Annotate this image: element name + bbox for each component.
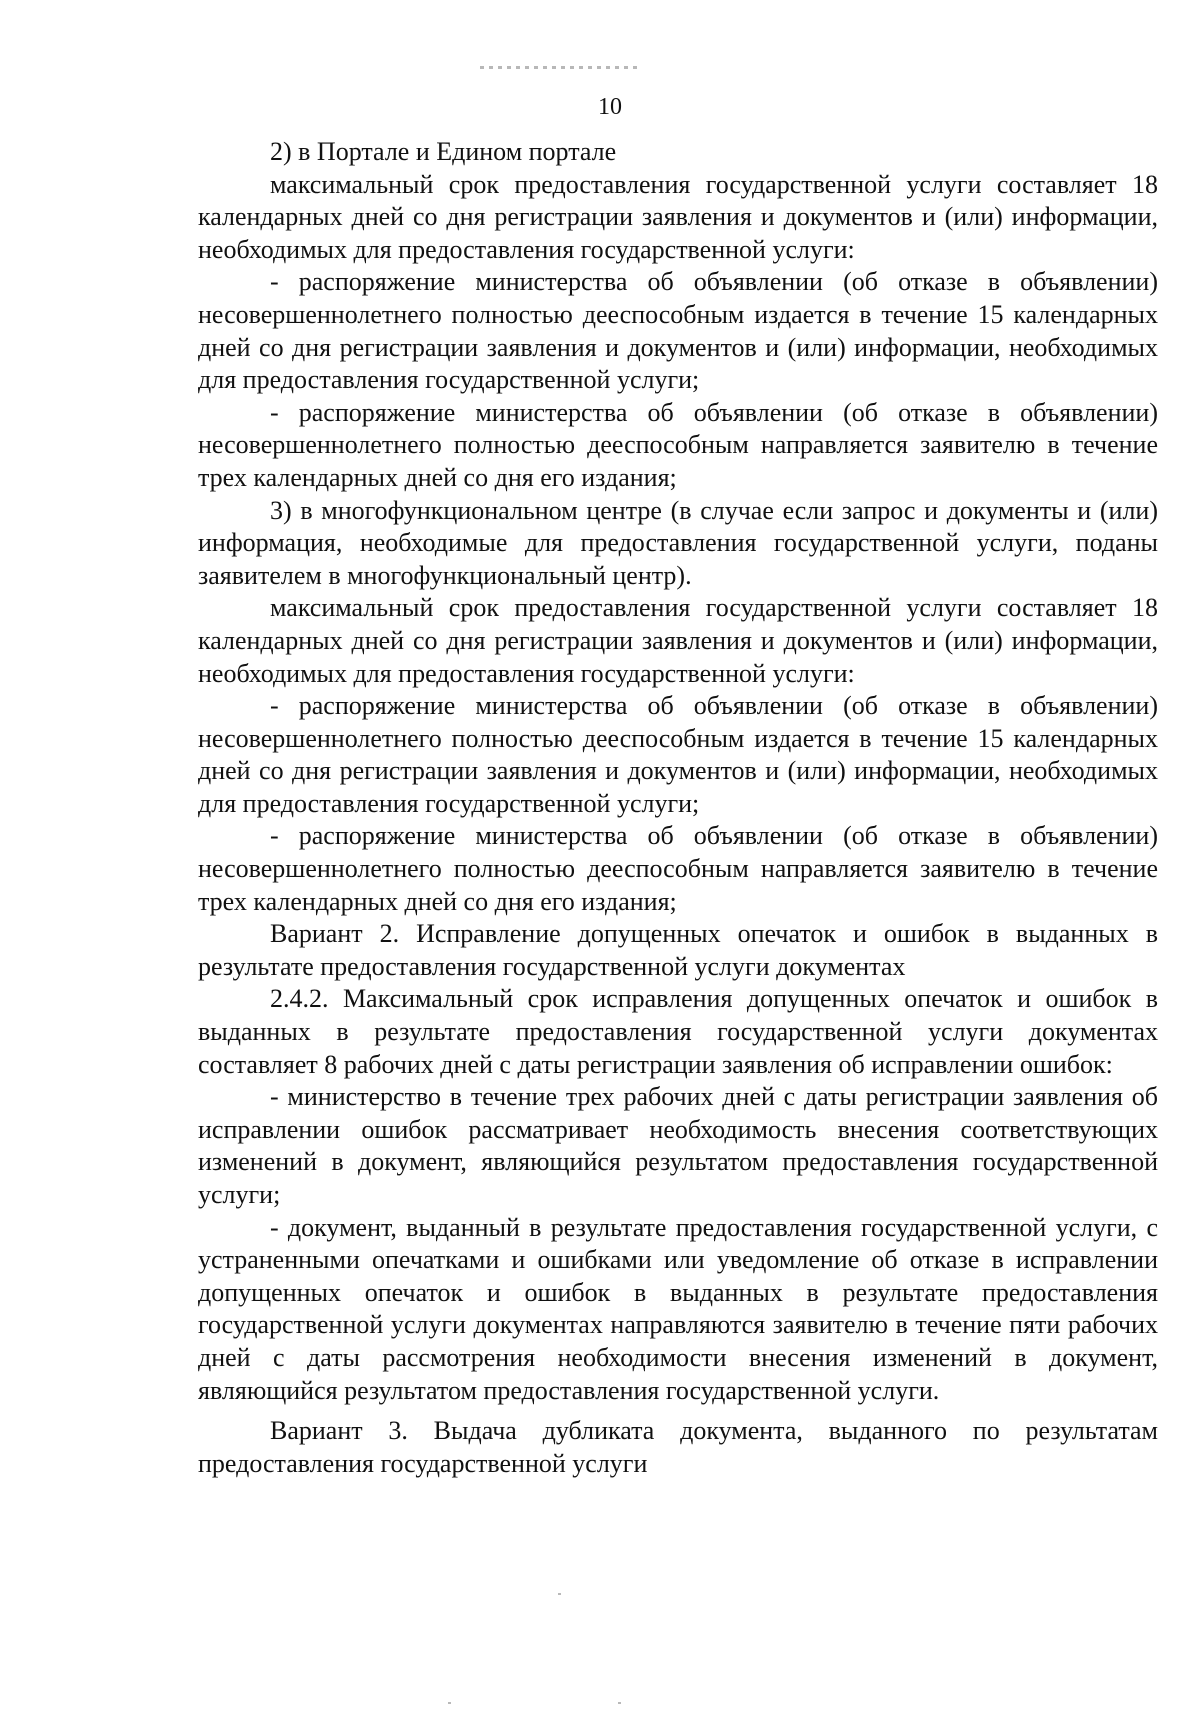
list-item: - документ, выданный в результате предоставления государственной услуги, с устраненными опечатками и ошибками или уведомление об отказе в исправлении допущенных опечаток и ошибок в выданных в результате предоставления государственной услуги документах направляются заявителю в течение пяти рабочих дней с даты рассмотрения необходимости внесения изменений в документ, являющийся результатом предоставления государственной услуги.	[198, 1212, 1158, 1405]
list-item: - распоряжение министерства об объявлении (об отказе в объявлении) несовершеннолетнего полностью дееспособным издается в течение 15 календарных дней со дня регистрации заявления и документов и (или) информации, необходимых для предоставления государственной услуги;	[198, 691, 1158, 818]
list-item: - распоряжение министерства об объявлении (об отказе в объявлении) несовершеннолетнего полностью дееспособным направляется заявителю в течение трех календарных дней со дня его издания;	[198, 821, 1158, 916]
paragraph-portal-heading: 2) в Портале и Едином портале	[270, 137, 617, 166]
scan-speck	[618, 1702, 621, 1704]
scan-artifact	[480, 66, 640, 69]
paragraph-mfc-heading: 3) в многофункциональном центре (в случае если запрос и документы и (или) информация, необходимые для предоставления государственной услуги, поданы заявителем в многофункциональный центр).	[198, 495, 1158, 590]
document-body	[198, 136, 1158, 1480]
paragraph: максимальный срок предоставления государственной услуги составляет 18 календарных дней со дня регистрации заявления и документов и (или) информации, необходимых для предоставления государственной услуги:	[198, 593, 1158, 688]
paragraph: 2.4.2. Максимальный срок исправления допущенных опечаток и ошибок в выданных в результате предоставления государственной услуги документах составляет 8 рабочих дней с даты регистрации заявления об исправлении ошибок:	[198, 984, 1158, 1079]
list-item: - министерство в течение трех рабочих дней с даты регистрации заявления об исправлении ошибок рассматривает необходимость внесения соответствующих изменений в документ, являющийся результатом предоставления государственной услуги;	[198, 1082, 1158, 1209]
list-item: - распоряжение министерства об объявлении (об отказе в объявлении) несовершеннолетнего полностью дееспособным направляется заявителю в течение трех календарных дней со дня его издания;	[198, 397, 1158, 492]
variant-3-heading: Вариант 3. Выдача дубликата документа, выданного по результатам предоставления государственной услуги	[198, 1416, 1158, 1478]
variant-2-heading: Вариант 2. Исправление допущенных опечаток и ошибок в выданных в результате предоставления государственной услуги документах	[198, 919, 1158, 981]
page-number: 10	[598, 94, 622, 120]
scan-speck	[448, 1702, 451, 1704]
list-item: - распоряжение министерства об объявлении (об отказе в объявлении) несовершеннолетнего полностью дееспособным издается в течение 15 календарных дней со дня регистрации заявления и документов и (или) информации, необходимых для предоставления государственной услуги;	[198, 267, 1158, 395]
scan-speck	[558, 1593, 561, 1595]
paragraph: максимальный срок предоставления государственной услуги составляет 18 календарных дней со дня регистрации заявления и документов и (или) информации, необходимых для предоставления государственной услуги:	[198, 169, 1158, 264]
